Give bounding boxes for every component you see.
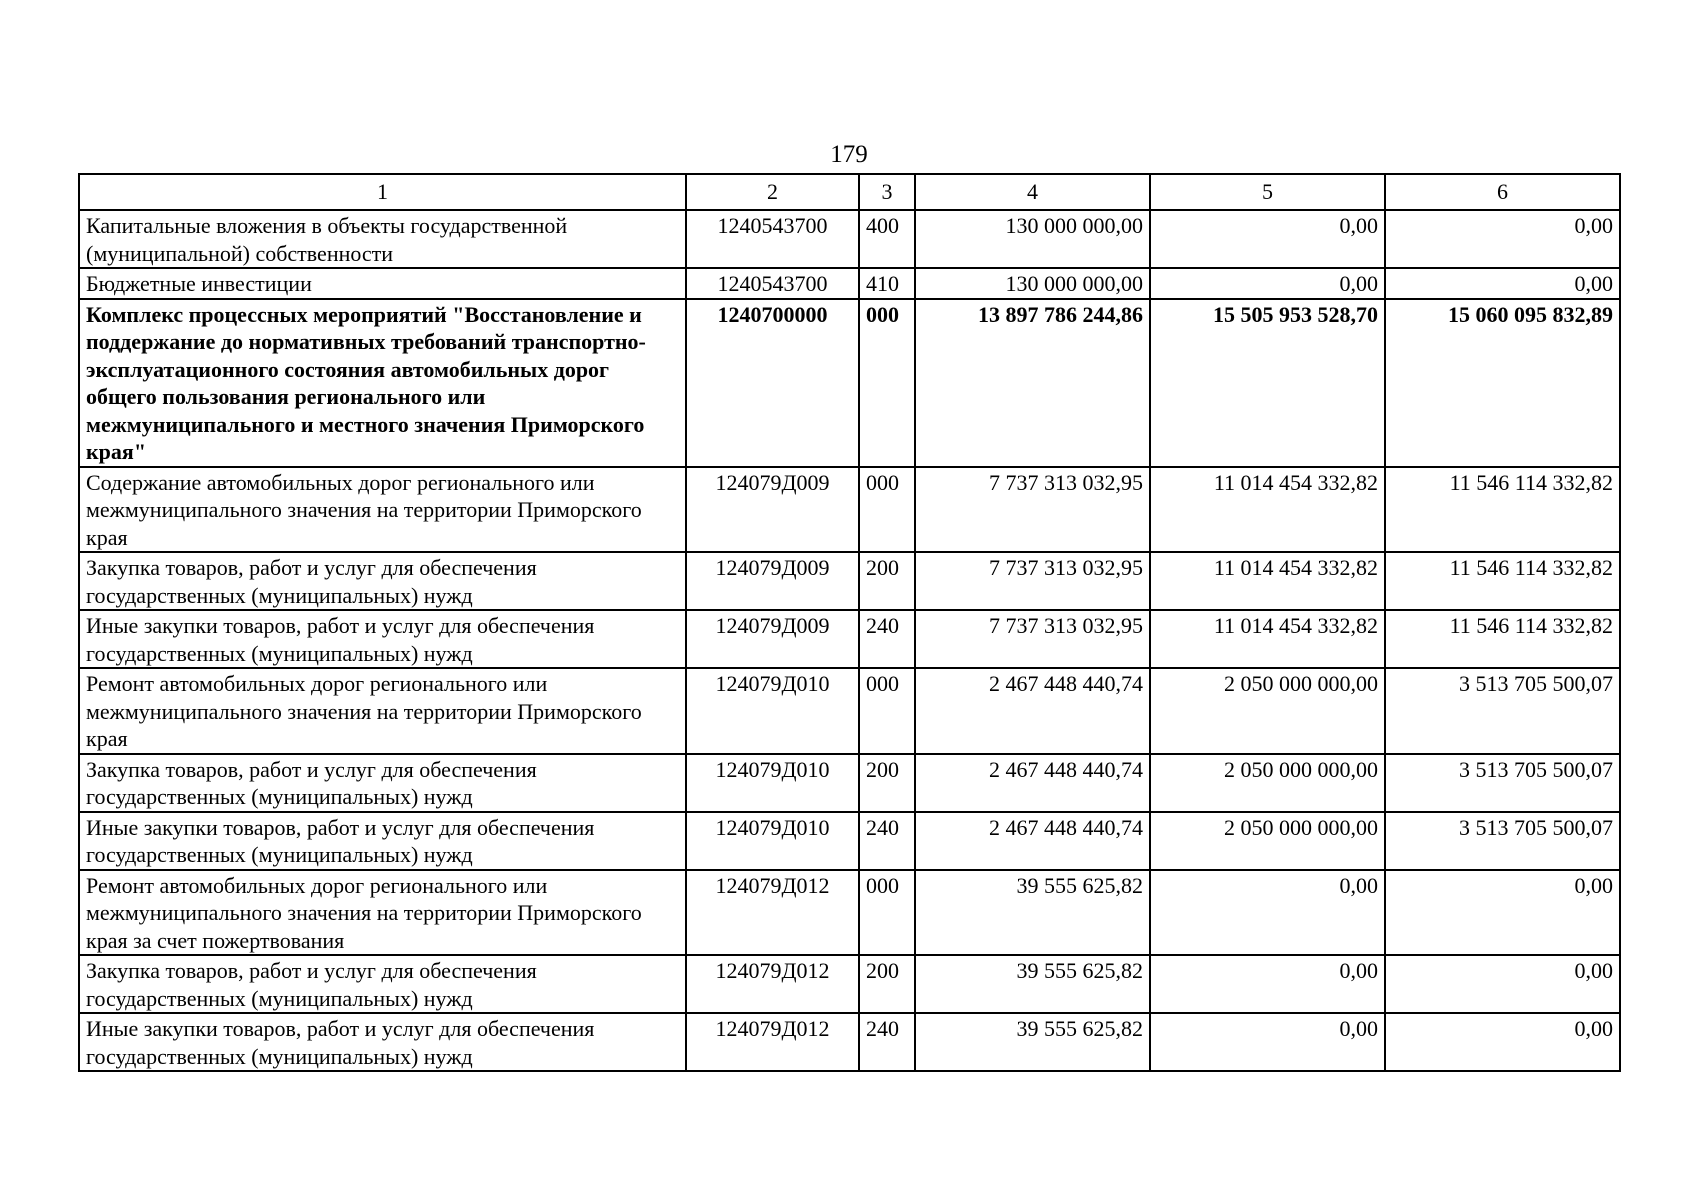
- row-name: Иные закупки товаров, работ и услуг для обеспечения государственных (муниципальных) нужд: [79, 812, 686, 870]
- row-code: 1240543700: [686, 210, 859, 268]
- table-row: [79, 210, 1620, 268]
- row-amount-col6: 11 546 114 332,82: [1385, 610, 1620, 668]
- row-amount-col4: 130 000 000,00: [915, 268, 1150, 299]
- row-amount-col6: 3 513 705 500,07: [1385, 668, 1620, 754]
- row-code: 124079Д012: [686, 955, 859, 1013]
- header-row: [79, 174, 1620, 210]
- row-amount-col5: 2 050 000 000,00: [1150, 754, 1385, 812]
- row-amount-col6: 3 513 705 500,07: [1385, 812, 1620, 870]
- row-amount-col5: 0,00: [1150, 268, 1385, 299]
- row-name: Иные закупки товаров, работ и услуг для обеспечения государственных (муниципальных) нужд: [79, 1013, 686, 1071]
- page-number: 179: [830, 141, 868, 168]
- table-row: [79, 955, 1620, 1013]
- row-name: Комплекс процессных мероприятий "Восстановление и поддержание до нормативных требований транспортно-эксплуатационного состояния автомобильных дорог общего пользования регионального или межмуниципального и местного значения Приморского края": [79, 299, 686, 467]
- row-type: 000: [859, 870, 915, 956]
- row-amount-col6: 0,00: [1385, 955, 1620, 1013]
- row-amount-col5: 2 050 000 000,00: [1150, 812, 1385, 870]
- table-row: [79, 1013, 1620, 1071]
- row-amount-col6: 0,00: [1385, 1013, 1620, 1071]
- table-row: [79, 668, 1620, 754]
- row-amount-col5: 11 014 454 332,82: [1150, 552, 1385, 610]
- row-code: 124079Д012: [686, 870, 859, 956]
- row-amount-col5: 11 014 454 332,82: [1150, 467, 1385, 553]
- row-name: Капитальные вложения в объекты государственной (муниципальной) собственности: [79, 210, 686, 268]
- row-type: 200: [859, 955, 915, 1013]
- row-amount-col4: 2 467 448 440,74: [915, 812, 1150, 870]
- row-type: 000: [859, 467, 915, 553]
- row-code: 124079Д009: [686, 467, 859, 553]
- row-amount-col6: 0,00: [1385, 210, 1620, 268]
- row-code: 1240543700: [686, 268, 859, 299]
- table-row: [79, 812, 1620, 870]
- row-code: 124079Д010: [686, 812, 859, 870]
- row-amount-col6: 0,00: [1385, 870, 1620, 956]
- row-amount-col4: 7 737 313 032,95: [915, 610, 1150, 668]
- table-row: [79, 268, 1620, 299]
- column-header: 6: [1385, 174, 1620, 210]
- table-row: [79, 870, 1620, 956]
- row-type: 200: [859, 552, 915, 610]
- row-amount-col5: 15 505 953 528,70: [1150, 299, 1385, 467]
- table-row: [79, 552, 1620, 610]
- row-name: Иные закупки товаров, работ и услуг для обеспечения государственных (муниципальных) нужд: [79, 610, 686, 668]
- row-amount-col4: 2 467 448 440,74: [915, 754, 1150, 812]
- row-type: 240: [859, 1013, 915, 1071]
- row-amount-col4: 39 555 625,82: [915, 1013, 1150, 1071]
- row-amount-col4: 2 467 448 440,74: [915, 668, 1150, 754]
- row-code: 124079Д009: [686, 552, 859, 610]
- row-amount-col4: 7 737 313 032,95: [915, 467, 1150, 553]
- row-amount-col4: 39 555 625,82: [915, 870, 1150, 956]
- table-row: [79, 754, 1620, 812]
- row-amount-col6: 11 546 114 332,82: [1385, 552, 1620, 610]
- row-code: 1240700000: [686, 299, 859, 467]
- column-header: 2: [686, 174, 859, 210]
- row-amount-col6: 0,00: [1385, 268, 1620, 299]
- column-header: 5: [1150, 174, 1385, 210]
- row-amount-col5: 0,00: [1150, 955, 1385, 1013]
- row-type: 240: [859, 812, 915, 870]
- row-type: 410: [859, 268, 915, 299]
- row-type: 400: [859, 210, 915, 268]
- row-amount-col5: 0,00: [1150, 1013, 1385, 1071]
- budget-table: [78, 173, 1621, 1072]
- row-amount-col4: 39 555 625,82: [915, 955, 1150, 1013]
- row-type: 200: [859, 754, 915, 812]
- row-name: Содержание автомобильных дорог регионального или межмуниципального значения на территории Приморского края: [79, 467, 686, 553]
- row-amount-col4: 130 000 000,00: [915, 210, 1150, 268]
- row-type: 000: [859, 299, 915, 467]
- row-name: Закупка товаров, работ и услуг для обеспечения государственных (муниципальных) нужд: [79, 754, 686, 812]
- row-amount-col6: 11 546 114 332,82: [1385, 467, 1620, 553]
- column-header: 1: [79, 174, 686, 210]
- row-name: Закупка товаров, работ и услуг для обеспечения государственных (муниципальных) нужд: [79, 955, 686, 1013]
- table-row: [79, 610, 1620, 668]
- row-amount-col4: 7 737 313 032,95: [915, 552, 1150, 610]
- table-row: [79, 467, 1620, 553]
- row-code: 124079Д012: [686, 1013, 859, 1071]
- row-code: 124079Д010: [686, 754, 859, 812]
- row-name: Ремонт автомобильных дорог регионального или межмуниципального значения на территории Приморского края за счет пожертвования: [79, 870, 686, 956]
- row-amount-col6: 3 513 705 500,07: [1385, 754, 1620, 812]
- row-name: Ремонт автомобильных дорог регионального или межмуниципального значения на территории Приморского края: [79, 668, 686, 754]
- row-amount-col6: 15 060 095 832,89: [1385, 299, 1620, 467]
- row-type: 240: [859, 610, 915, 668]
- row-amount-col5: 11 014 454 332,82: [1150, 610, 1385, 668]
- column-header: 4: [915, 174, 1150, 210]
- row-amount-col5: 2 050 000 000,00: [1150, 668, 1385, 754]
- row-amount-col5: 0,00: [1150, 870, 1385, 956]
- table-row-program: [79, 299, 1620, 467]
- row-code: 124079Д009: [686, 610, 859, 668]
- row-amount-col4: 13 897 786 244,86: [915, 299, 1150, 467]
- row-amount-col5: 0,00: [1150, 210, 1385, 268]
- row-name: Закупка товаров, работ и услуг для обеспечения государственных (муниципальных) нужд: [79, 552, 686, 610]
- column-header: 3: [859, 174, 915, 210]
- row-type: 000: [859, 668, 915, 754]
- row-name: Бюджетные инвестиции: [79, 268, 686, 299]
- row-code: 124079Д010: [686, 668, 859, 754]
